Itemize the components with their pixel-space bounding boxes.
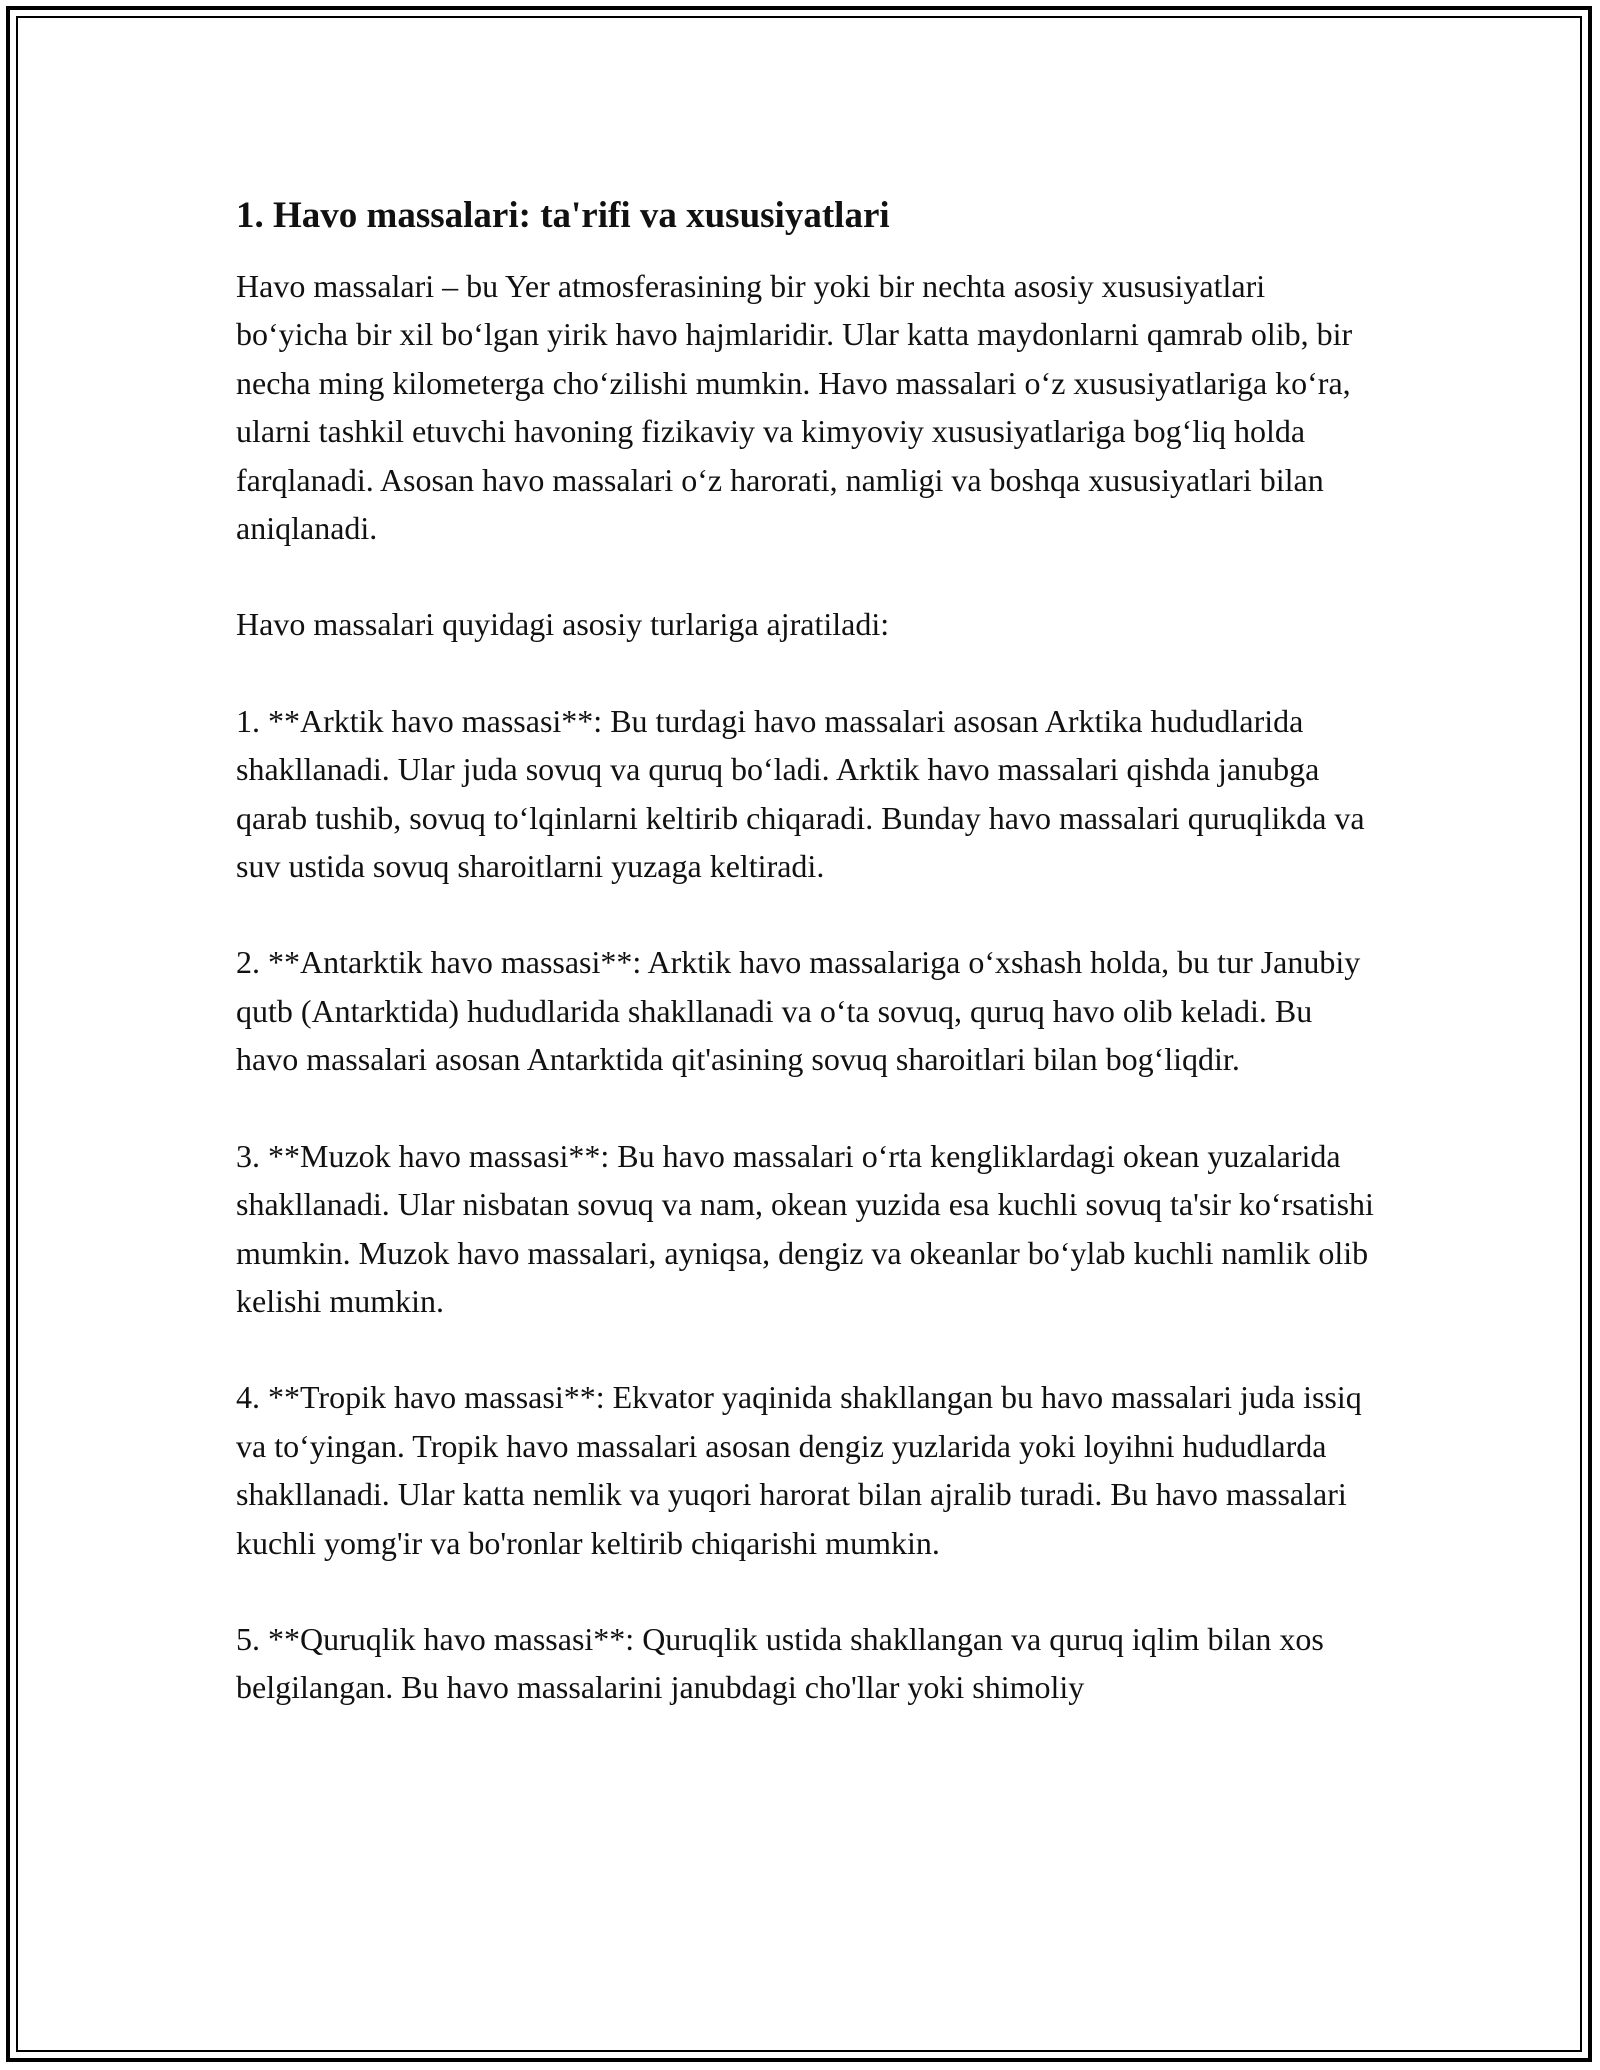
list-item-arctic: 1. **Arktik havo massasi**: Bu turdagi havo massalari asosan Arktika hududlarida shakllanadi. Ular juda sovuq va quruq bo‘ladi. Arktik havo massalari qishda janubga qarab tushib, sovuq to‘lqinlarni keltirib chiqaradi. Bunday havo massalari quruqlikda va suv ustida sovuq sharoitlarni yuzaga keltiradi.: [236, 702, 1365, 885]
list-item-tropical: 4. **Tropik havo massasi**: Ekvator yaqinida shakllangan bu havo massalari juda issiq va to‘yingan. Tropik havo massalari asosan dengiz yuzlarida yoki loyihni hududlarda shakllanadi. Ular katta nemlik va yuqori harorat bilan ajralib turadi. Bu havo massalari kuchli yomg'ir va bo'ronlar keltirib chiqarishi mumkin.: [236, 1379, 1362, 1561]
list-item-antarctic: 2. **Antarktik havo massasi**: Arktik havo massalariga o‘xshash holda, bu tur Janubiy qutb (Antarktida) hududlarida shakllanadi va o‘ta sovuq, quruq havo olib keladi. Bu havo massalari asosan Antarktida qit'asining sovuq sharoitlari bilan bog‘liqdir.: [236, 944, 1361, 1078]
section-heading: 1. Havo massalari: ta'rifi va xususiyatlari: [236, 195, 890, 236]
paragraph-definition: Havo massalari – bu Yer atmosferasining bir yoki bir nechta asosiy xususiyatlari bo‘yicha bir xil bo‘lgan yirik havo hajmlaridir. Ular katta maydonlarni qamrab olib, bir necha ming kilometerga cho‘zilishi mumkin. Havo massalari o‘z xususiyatlariga ko‘ra, ularni tashkil etuvchi havoning fizikaviy va kimyoviy xususiyatlariga bog‘liq holda farqlanadi. Asosan havo massalari o‘z harorati, namligi va boshqa xususiyatlari bilan aniqlanadi.: [236, 268, 1353, 547]
paragraph-types-intro: Havo massalari quyidagi asosiy turlariga ajratiladi:: [236, 606, 890, 643]
list-item-continental: 5. **Quruqlik havo massasi**: Quruqlik ustida shakllangan va quruq iqlim bilan xos belgilangan. Bu havo massalarini janubdagi cho'llar yoki shimoliy: [236, 1620, 1324, 1706]
list-item-muzok: 3. **Muzok havo massasi**: Bu havo massalari o‘rta kengliklardagi okean yuzalarida shakllanadi. Ular nisbatan sovuq va nam, okean yuzida esa kuchli sovuq ta'sir ko‘rsatishi mumkin. Muzok havo massalari, ayniqsa, dengiz va okeanlar bo‘ylab kuchli namlik olib kelishi mumkin.: [236, 1137, 1374, 1319]
document-body: [236, 188, 1376, 1712]
